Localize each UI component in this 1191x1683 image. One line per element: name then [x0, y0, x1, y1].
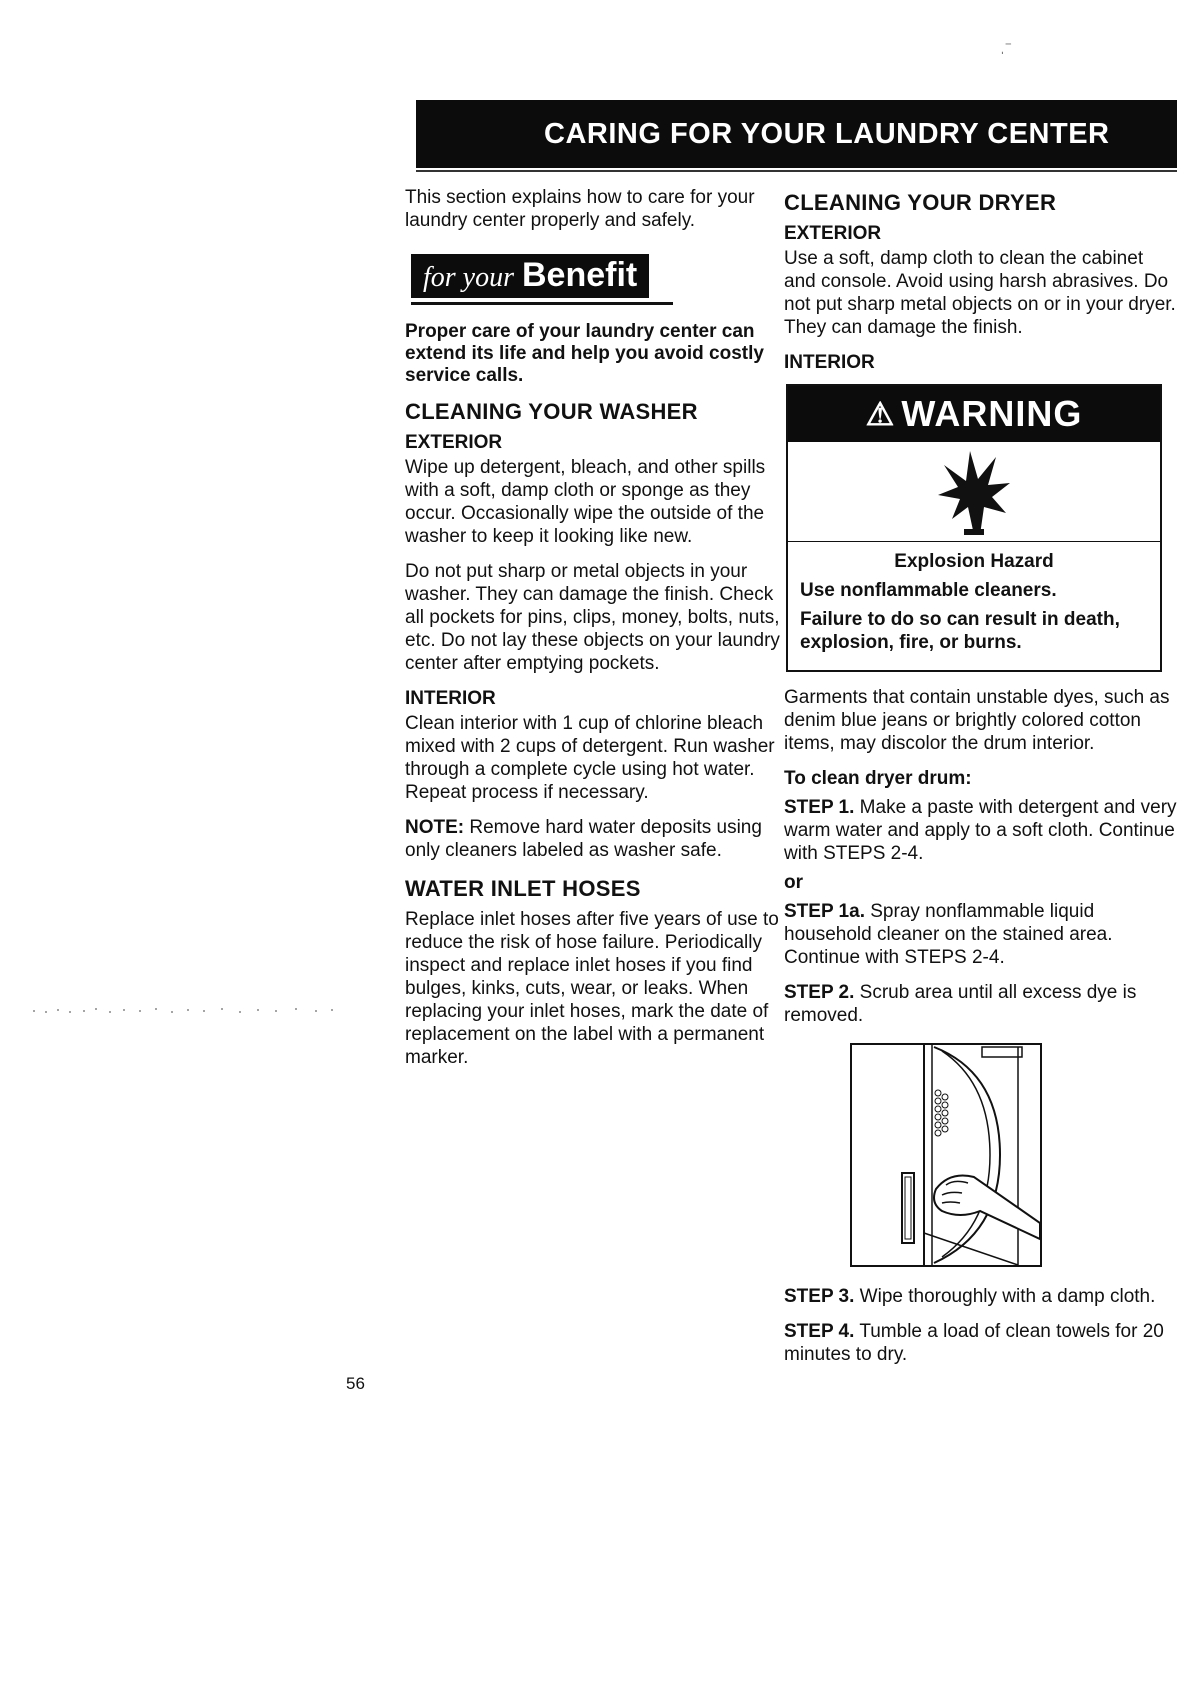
- warning-line2: Failure to do so can result in death, explosion, fire, or burns.: [800, 609, 1120, 653]
- dryer-interior-heading: INTERIOR: [784, 352, 875, 373]
- warning-title-bar: [788, 386, 1160, 442]
- right-column: [784, 190, 1179, 1378]
- step1-text: Make a paste with detergent and very warm water and apply to a soft cloth. Continue with STEPS 2-4.: [784, 797, 1177, 864]
- drum-cleaning-svg: [850, 1043, 1042, 1267]
- dryer-exterior-heading: EXTERIOR: [784, 223, 882, 244]
- step4-label: STEP 4.: [784, 1321, 855, 1342]
- garments-text: Garments that contain unstable dyes, such as denim blue jeans or brightly colored cotton items, may discolor the drum interior.: [784, 687, 1170, 754]
- drum-heading: To clean dryer drum:: [784, 768, 972, 789]
- warning-hazard: Explosion Hazard: [894, 551, 1054, 572]
- explosion-icon: [788, 442, 1160, 542]
- warning-body: [788, 542, 1160, 670]
- benefit-prefix: for your: [423, 262, 514, 293]
- step1: [784, 796, 1179, 865]
- page-header: [416, 100, 1177, 168]
- step3: [784, 1285, 1179, 1308]
- benefit-word: Benefit: [522, 256, 638, 294]
- scan-corner-mark: ˌ⁻: [1000, 38, 1013, 54]
- hoses-heading: WATER INLET HOSES: [405, 876, 641, 901]
- step4-text: Tumble a load of clean towels for 20 minutes to dry.: [784, 1321, 1164, 1365]
- step1a: [784, 900, 1179, 969]
- hoses-text: Replace inlet hoses after five years of use to reduce the risk of hose failure. Periodically inspect and replace inlet hoses if you find bulges, kinks, cuts, wear, or leaks. When replacing your inlet hoses, mark the date of replacement on the label with a permanent marker.: [405, 909, 779, 1068]
- benefit-badge: [411, 254, 649, 298]
- dryer-heading: CLEANING YOUR DRYER: [784, 190, 1057, 215]
- dryer-drum-illustration: [850, 1043, 1042, 1267]
- warning-title: WARNING: [901, 393, 1083, 434]
- washer-heading: CLEANING YOUR WASHER: [405, 399, 698, 424]
- left-column: [405, 186, 785, 1081]
- step1a-label: STEP 1a.: [784, 901, 865, 922]
- step2-text: Scrub area until all excess dye is removed.: [784, 982, 1137, 1026]
- warning-box: [786, 384, 1162, 672]
- washer-note: [405, 816, 785, 862]
- washer-exterior-heading: EXTERIOR: [405, 432, 503, 453]
- page-number: 56: [346, 1374, 365, 1393]
- header-rule: [416, 170, 1177, 172]
- explosion-symbol-svg: [934, 447, 1014, 537]
- washer-exterior-p2: Do not put sharp or metal objects in your washer. They can damage the finish. Check all pockets for pins, clips, money, bolts, nuts, etc. Do not lay these objects on your laundry center after emptying pockets.: [405, 561, 780, 674]
- step4: [784, 1320, 1179, 1366]
- step1-label: STEP 1.: [784, 797, 855, 818]
- washer-exterior-p1: Wipe up detergent, bleach, and other spills with a soft, damp cloth or sponge as they occur. Occasionally wipe the outside of the washer to keep it looking like new.: [405, 457, 766, 547]
- or-text: or: [784, 872, 803, 893]
- step3-label: STEP 3.: [784, 1286, 855, 1307]
- header-title: CARING FOR YOUR LAUNDRY CENTER: [544, 117, 1110, 150]
- note-label: NOTE:: [405, 817, 465, 838]
- intro-text: This section explains how to care for your laundry center properly and safely.: [405, 187, 755, 231]
- step2: [784, 981, 1179, 1027]
- warning-line1: Use nonflammable cleaners.: [800, 580, 1057, 601]
- scan-speckle: [0, 1003, 340, 1017]
- benefit-underline: [411, 302, 673, 305]
- step2-label: STEP 2.: [784, 982, 855, 1003]
- note-text: Remove hard water deposits using only cleaners labeled as washer safe.: [405, 817, 762, 861]
- dryer-exterior-text: Use a soft, damp cloth to clean the cabinet and console. Avoid using harsh abrasives. Do not put sharp metal objects on or in your dryer. They can damage the finish.: [784, 248, 1176, 338]
- warning-triangle-icon: ⚠: [865, 396, 896, 432]
- washer-interior-p1: Clean interior with 1 cup of chlorine bleach mixed with 2 cups of detergent. Run washer through a complete cycle using hot water. Repeat process if necessary.: [405, 713, 775, 803]
- step1a-text: Spray nonflammable liquid household cleaner on the stained area. Continue with STEPS 2-4.: [784, 901, 1113, 968]
- washer-interior-heading: INTERIOR: [405, 688, 496, 709]
- benefit-text: Proper care of your laundry center can extend its life and help you avoid costly service calls.: [405, 321, 764, 386]
- step3-text: Wipe thoroughly with a damp cloth.: [854, 1286, 1156, 1307]
